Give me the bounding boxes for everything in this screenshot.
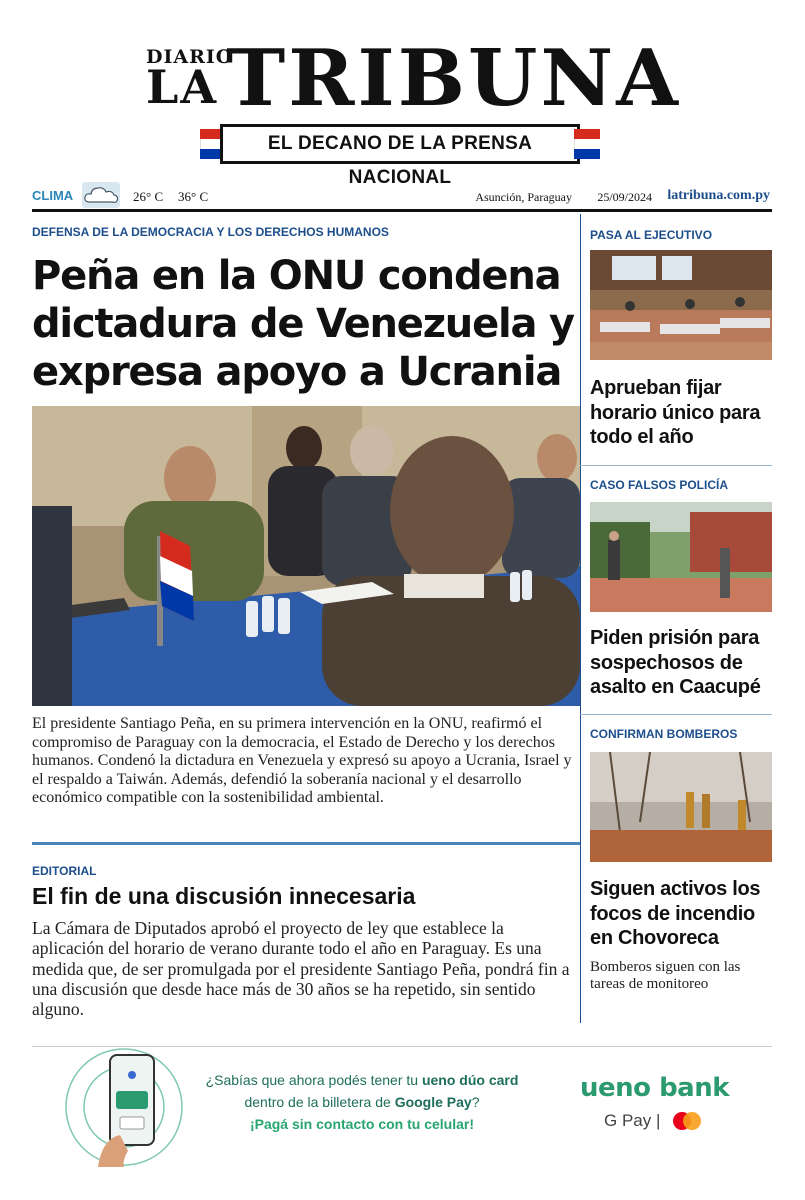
editorial-kicker: EDITORIAL: [32, 864, 97, 878]
editorial-title[interactable]: El fin de una discusión innecesaria: [32, 883, 416, 909]
masthead: [0, 0, 805, 188]
masthead-diario: DIARIO: [146, 46, 234, 68]
ad-card-name: ueno dúo card: [421, 1072, 519, 1088]
masthead-la: LA: [146, 60, 219, 114]
editorial-body: La Cámara de Diputados aprobó el proyecto de ley que establece la aplicación del horario de verano durante todo el año en Paraguay. Es una medida que, de ser promulgada por el presidente Santiago Peña, pondrá fin a una discusión que desde hace más de 30 años se ha repetido, sin sentido alguno.: [32, 918, 570, 1020]
info-bar: [32, 182, 772, 212]
paraguay-flag-icon: [574, 129, 600, 159]
ueno-ad-banner[interactable]: [32, 1047, 772, 1167]
site-link[interactable]: latribuna.com.py: [667, 188, 770, 203]
slogan-text: EL DECANO DE LA PRENSA NACIONAL: [220, 124, 580, 164]
date: 25/09/2024: [597, 190, 652, 204]
sidebar-photo[interactable]: [590, 250, 772, 360]
ad-line1: ¿Sabías que ahora podés tener tu: [205, 1072, 422, 1088]
location: Asunción, Paraguay: [475, 190, 572, 204]
sidebar-divider: [580, 714, 772, 715]
ad-text: [192, 1069, 532, 1135]
sidebar-body: Bomberos siguen con las tareas de monitoreo: [590, 959, 741, 992]
ad-googlepay: Google Pay: [394, 1094, 472, 1110]
sidebar-kicker: PASA AL EJECUTIVO: [590, 228, 713, 242]
temp-min: 26° C: [133, 189, 164, 204]
sidebar-title[interactable]: Aprueban fijar horario único para todo el año: [590, 377, 761, 448]
ad-cta[interactable]: ¡Pagá sin contacto con tu celular!: [249, 1116, 475, 1132]
column-divider: [580, 214, 581, 1023]
main-kicker: DEFENSA DE LA DEMOCRACIA Y LOS DERECHOS HUMANOS: [32, 225, 389, 239]
sidebar-photo[interactable]: [590, 502, 772, 612]
main-body: El presidente Santiago Peña, en su primera intervención en la ONU, reafirmó el compromiso de Paraguay con la democracia, el Estado de Derecho y los derechos humanos. Condenó la dictadura en Venezuela y expresó su apoyo a Ucrania, Israel y el respaldo a Taiwán. Además, defendió la soberanía nacional y el desarrollo económico compatible con la sostenibilidad ambiental.: [32, 715, 572, 806]
phone-hand-illustration: [62, 1047, 192, 1167]
mastercard-icon: [670, 1111, 704, 1131]
ad-line2-post: ?: [471, 1094, 480, 1110]
sidebar-title[interactable]: Piden prisión para sospechosos de asalto en Caacupé: [590, 627, 761, 698]
slogan-banner: [200, 124, 600, 188]
sidebar-photo[interactable]: [590, 752, 772, 862]
google-pay-icon: G Pay |: [604, 1111, 661, 1130]
sidebar-story[interactable]: [590, 727, 772, 1027]
clima-label: CLIMA: [32, 188, 74, 203]
sidebar-story[interactable]: [590, 478, 772, 708]
section-divider: [32, 842, 580, 845]
temp-max: 36° C: [178, 189, 209, 204]
sidebar-title[interactable]: Siguen activos los focos de incendio en Chovoreca: [590, 878, 761, 949]
sidebar-divider: [580, 465, 772, 466]
main-photo[interactable]: [32, 406, 580, 706]
sidebar-kicker: CASO FALSOS POLICÍA: [590, 478, 729, 492]
sidebar-story[interactable]: [590, 228, 772, 458]
masthead-tribuna-logo[interactable]: TRIBUNA: [226, 33, 682, 124]
cloud-icon: [82, 182, 120, 208]
main-headline[interactable]: Peña en la ONU condena dictadura de Venezuela y expresa apoyo a Ucrania: [32, 253, 574, 395]
ueno-bank-logo[interactable]: ueno bank: [580, 1073, 730, 1103]
sidebar-kicker: CONFIRMAN BOMBEROS: [590, 727, 738, 741]
ad-line2: dentro de la billetera de: [244, 1094, 395, 1110]
